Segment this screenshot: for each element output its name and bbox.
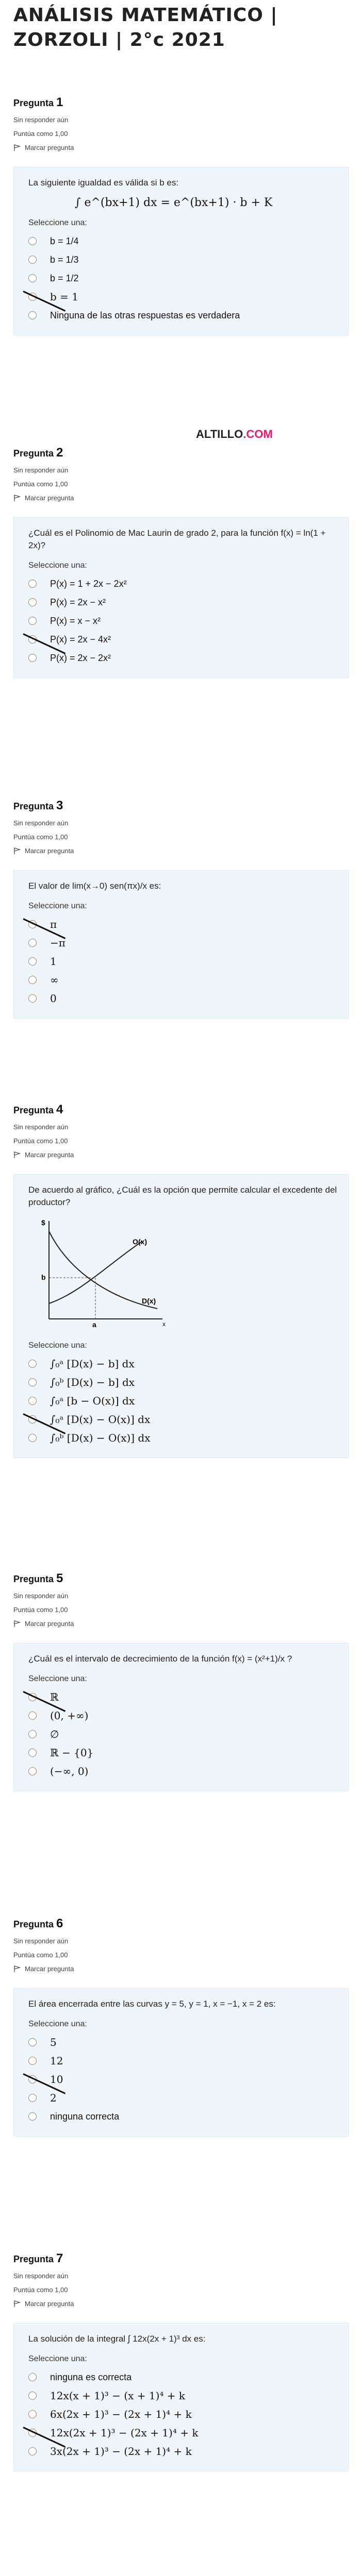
answer-option-label: b = 1/2 xyxy=(50,273,79,283)
answer-option-label: 3x(2x + 1)³ − (2x + 1)⁴ + k xyxy=(50,2445,192,2458)
answer-options xyxy=(28,2033,338,2126)
question-panel xyxy=(13,1988,349,2137)
radio-button[interactable] xyxy=(28,1749,37,1757)
answer-option-label: ∞ xyxy=(50,974,59,986)
question-7 xyxy=(13,2251,349,2471)
question-score: Puntúa como 1,00 xyxy=(13,1951,68,1959)
answer-option[interactable] xyxy=(28,574,338,593)
answer-option[interactable] xyxy=(28,1762,338,1781)
answer-option[interactable] xyxy=(28,649,338,667)
answer-options xyxy=(28,574,338,667)
radio-button[interactable] xyxy=(28,2447,37,2455)
answer-options xyxy=(28,232,338,325)
question-5 xyxy=(13,1571,349,1791)
answer-option[interactable] xyxy=(28,1354,338,1373)
radio-button[interactable] xyxy=(28,1360,37,1368)
answer-option-label: ∫₀ᵃ [D(x) − b] dx xyxy=(50,1358,135,1370)
page-title: ANÁLISIS MATEMÁTICO | ZORZOLI | 2°c 2021 xyxy=(13,5,278,50)
answer-option-label: −π xyxy=(50,937,65,949)
question-info xyxy=(13,95,349,151)
answer-option[interactable] xyxy=(28,952,338,971)
flag-icon xyxy=(13,144,21,151)
question-panel xyxy=(13,870,349,1019)
answer-option[interactable] xyxy=(28,915,338,934)
question-score: Puntúa como 1,00 xyxy=(13,130,68,138)
answer-option[interactable] xyxy=(28,2386,338,2405)
flag-icon xyxy=(13,1965,21,1973)
answer-option-label: 1 xyxy=(50,955,57,968)
radio-button[interactable] xyxy=(28,2112,37,2121)
question-info xyxy=(13,1571,349,1628)
question-status: Sin responder aún xyxy=(13,1592,69,1600)
radio-button[interactable] xyxy=(28,2410,37,2418)
select-prompt: Seleccione una: xyxy=(28,2354,87,2363)
question-number: Pregunta 5 xyxy=(13,1571,63,1585)
answer-option-label: ninguna es correcta xyxy=(50,2371,132,2382)
question-formula: ∫ e^(bx+1) dx = e^(bx+1) · b + K xyxy=(75,196,273,209)
answer-option[interactable] xyxy=(28,232,338,250)
answer-option[interactable] xyxy=(28,612,338,630)
answer-option[interactable] xyxy=(28,630,338,649)
question-status: Sin responder aún xyxy=(13,116,69,124)
flag-icon xyxy=(13,848,21,855)
radio-button[interactable] xyxy=(28,976,37,984)
flag-question-button[interactable]: Marcar pregunta xyxy=(13,144,349,151)
answer-option[interactable] xyxy=(28,306,338,325)
answer-option-label: 12x(2x + 1)³ − (2x + 1)⁴ + k xyxy=(50,2427,199,2439)
question-number: Pregunta 2 xyxy=(13,446,63,460)
question-text: El valor de lim(x→0) sen(πx)/x es: xyxy=(28,881,161,891)
question-text: La solución de la integral ∫ 12x(2x + 1)³ dx es: xyxy=(28,2334,206,2344)
radio-button[interactable] xyxy=(28,2373,37,2381)
answer-option-label: (0, +∞) xyxy=(50,1709,89,1722)
flag-question-button[interactable]: Marcar pregunta xyxy=(13,1620,349,1628)
answer-option-label: b = 1/4 xyxy=(50,235,79,246)
question-3 xyxy=(13,799,349,1019)
answer-options xyxy=(28,1354,338,1447)
radio-button[interactable] xyxy=(28,1434,37,1442)
answer-option-label: ninguna correcta xyxy=(50,2111,120,2122)
answer-option-label: 12 xyxy=(50,2055,63,2067)
svg-text:a: a xyxy=(92,1320,96,1329)
answer-option[interactable] xyxy=(28,269,338,287)
flag-icon xyxy=(13,1620,21,1628)
answer-option[interactable] xyxy=(28,1429,338,1447)
select-prompt: Seleccione una: xyxy=(28,1674,87,1683)
answer-option-label: 10 xyxy=(50,2073,63,2086)
question-text: El área encerrada entre las curvas y = 5, y = 1, x = −1, x = 2 es: xyxy=(28,1999,276,2009)
svg-text:O(x): O(x) xyxy=(133,1238,147,1246)
answer-option-label: (−∞, 0) xyxy=(50,1765,89,1777)
brand-logo xyxy=(196,428,273,441)
flag-question-button[interactable]: Marcar pregunta xyxy=(13,1151,349,1159)
question-number: Pregunta 6 xyxy=(13,1917,63,1930)
answer-option-label: ℝ xyxy=(50,1691,59,1703)
question-4 xyxy=(13,1103,349,1458)
answer-option[interactable] xyxy=(28,2442,338,2461)
question-panel xyxy=(13,517,349,678)
question-score: Puntúa como 1,00 xyxy=(13,833,68,841)
answer-options xyxy=(28,915,338,1008)
answer-option[interactable] xyxy=(28,2368,338,2386)
question-text: La siguiente igualdad es válida si b es: xyxy=(28,178,179,188)
question-status: Sin responder aún xyxy=(13,2272,69,2280)
radio-button[interactable] xyxy=(28,274,37,282)
supply-demand-graph xyxy=(39,1216,173,1329)
radio-button[interactable] xyxy=(28,957,37,965)
question-text: De acuerdo al gráfico, ¿Cuál es la opción que permite calcular el excedente del productor? xyxy=(28,1185,337,1207)
question-status: Sin responder aún xyxy=(13,466,69,474)
answer-option-label: π xyxy=(50,918,57,930)
answer-option[interactable] xyxy=(28,2070,338,2089)
answer-option[interactable] xyxy=(28,2107,338,2126)
radio-button[interactable] xyxy=(28,994,37,1003)
question-number: Pregunta 7 xyxy=(13,2251,63,2265)
question-status: Sin responder aún xyxy=(13,1123,69,1131)
radio-button[interactable] xyxy=(28,256,37,264)
answer-option[interactable] xyxy=(28,1688,338,1706)
radio-button[interactable] xyxy=(28,237,37,245)
flag-icon xyxy=(13,1151,21,1159)
answer-option[interactable] xyxy=(28,1743,338,1762)
answer-option-label: 6x(2x + 1)³ − (2x + 1)⁴ + k xyxy=(50,2408,192,2420)
question-panel xyxy=(13,167,349,335)
radio-button[interactable] xyxy=(28,654,37,662)
select-prompt: Seleccione una: xyxy=(28,218,87,227)
radio-button[interactable] xyxy=(28,598,37,606)
question-status: Sin responder aún xyxy=(13,1937,69,1945)
question-1 xyxy=(13,95,349,335)
answer-option[interactable] xyxy=(28,593,338,612)
question-panel xyxy=(13,1174,349,1458)
answer-option[interactable] xyxy=(28,2033,338,2052)
radio-button[interactable] xyxy=(28,2057,37,2065)
radio-button[interactable] xyxy=(28,939,37,947)
answer-option-label: 12x(x + 1)³ − (x + 1)⁴ + k xyxy=(50,2389,185,2402)
select-prompt: Seleccione una: xyxy=(28,902,87,910)
radio-button[interactable] xyxy=(28,1378,37,1386)
question-info xyxy=(13,799,349,855)
radio-button[interactable] xyxy=(28,580,37,588)
answer-option-label: P(x) = 2x − 2x² xyxy=(50,652,111,663)
question-panel xyxy=(13,2323,349,2471)
radio-button[interactable] xyxy=(28,617,37,625)
answer-option[interactable] xyxy=(28,934,338,952)
question-score: Puntúa como 1,00 xyxy=(13,480,68,488)
question-panel xyxy=(13,1643,349,1791)
answer-option-label: ∫₀ᵃ [b − O(x)] dx xyxy=(50,1395,135,1407)
answer-option-label: ∫₀ᵇ [D(x) − b] dx xyxy=(50,1376,135,1388)
select-prompt: Seleccione una: xyxy=(28,1341,87,1350)
question-info xyxy=(13,446,349,502)
svg-text:$: $ xyxy=(41,1218,45,1227)
brand-name: ALTILLO xyxy=(196,428,243,440)
answer-option-label: ℝ − {0} xyxy=(50,1747,94,1759)
select-prompt: Seleccione una: xyxy=(28,2020,87,2028)
answer-option-label: P(x) = 2x − x² xyxy=(50,597,106,607)
answer-option-label: b = 1/3 xyxy=(50,254,79,265)
answer-option-label: ∫₀ᵇ [D(x) − O(x)] dx xyxy=(50,1432,151,1444)
answer-option[interactable] xyxy=(28,1392,338,1410)
flag-question-button[interactable]: Marcar pregunta xyxy=(13,847,349,855)
answer-option[interactable] xyxy=(28,2052,338,2070)
flag-icon xyxy=(13,2300,21,2308)
flag-question-button[interactable]: Marcar pregunta xyxy=(13,494,349,502)
question-info xyxy=(13,1917,349,1973)
answer-options xyxy=(28,1688,338,1781)
answer-option[interactable] xyxy=(28,2424,338,2442)
answer-option[interactable] xyxy=(28,2405,338,2424)
answer-option[interactable] xyxy=(28,1725,338,1743)
question-number: Pregunta 4 xyxy=(13,1103,63,1116)
answer-option-label: 0 xyxy=(50,992,57,1005)
question-number: Pregunta 1 xyxy=(13,95,63,109)
radio-button[interactable] xyxy=(28,1730,37,1738)
radio-button[interactable] xyxy=(28,1397,37,1405)
answer-option-label: b = 1 xyxy=(50,291,78,303)
answer-option[interactable] xyxy=(28,1410,338,1429)
answer-option[interactable] xyxy=(28,989,338,1008)
question-info xyxy=(13,1103,349,1159)
radio-button[interactable] xyxy=(28,2094,37,2102)
answer-option[interactable] xyxy=(28,1373,338,1392)
answer-option[interactable] xyxy=(28,2089,338,2107)
answer-option[interactable] xyxy=(28,287,338,306)
answer-option-label: ∫₀ᵃ [D(x) − O(x)] dx xyxy=(50,1413,151,1426)
flag-question-button[interactable]: Marcar pregunta xyxy=(13,2300,349,2308)
question-score: Puntúa como 1,00 xyxy=(13,1137,68,1145)
question-text: ¿Cuál es el intervalo de decrecimiento de la función f(x) = (x²+1)/x ? xyxy=(28,1654,292,1664)
answer-option-label: 5 xyxy=(50,2036,57,2048)
flag-icon xyxy=(13,495,21,502)
question-2 xyxy=(13,446,349,678)
question-text: ¿Cuál es el Polinomio de Mac Laurin de grado 2, para la función f(x) = ln(1 + 2x)? xyxy=(28,528,326,550)
radio-button[interactable] xyxy=(28,1767,37,1775)
question-score: Puntúa como 1,00 xyxy=(13,1606,68,1614)
radio-button[interactable] xyxy=(28,2038,37,2046)
answer-option-label: 2 xyxy=(50,2092,57,2104)
brand-suffix: .COM xyxy=(243,428,273,440)
answer-option[interactable] xyxy=(28,971,338,989)
answer-option-label: Ninguna de las otras respuestas es verdadera xyxy=(50,310,240,320)
question-score: Puntúa como 1,00 xyxy=(13,2286,68,2294)
answer-option[interactable] xyxy=(28,1706,338,1725)
answer-option-label: P(x) = 2x − 4x² xyxy=(50,634,111,645)
flag-question-button[interactable]: Marcar pregunta xyxy=(13,1965,349,1973)
answer-option-label: P(x) = x − x² xyxy=(50,615,101,626)
svg-text:x: x xyxy=(162,1320,166,1328)
question-6 xyxy=(13,1917,349,2137)
svg-text:D(x): D(x) xyxy=(142,1297,156,1305)
question-status: Sin responder aún xyxy=(13,819,69,827)
answer-option-label: ∅ xyxy=(50,1728,59,1740)
radio-button[interactable] xyxy=(28,311,37,319)
question-number: Pregunta 3 xyxy=(13,799,63,812)
question-info xyxy=(13,2251,349,2308)
answer-option[interactable] xyxy=(28,250,338,269)
radio-button[interactable] xyxy=(28,1711,37,1720)
answer-options xyxy=(28,2368,338,2461)
answer-option-label: P(x) = 1 + 2x − 2x² xyxy=(50,578,127,589)
svg-text:b: b xyxy=(41,1273,46,1281)
radio-button[interactable] xyxy=(28,2392,37,2400)
select-prompt: Seleccione una: xyxy=(28,561,87,570)
